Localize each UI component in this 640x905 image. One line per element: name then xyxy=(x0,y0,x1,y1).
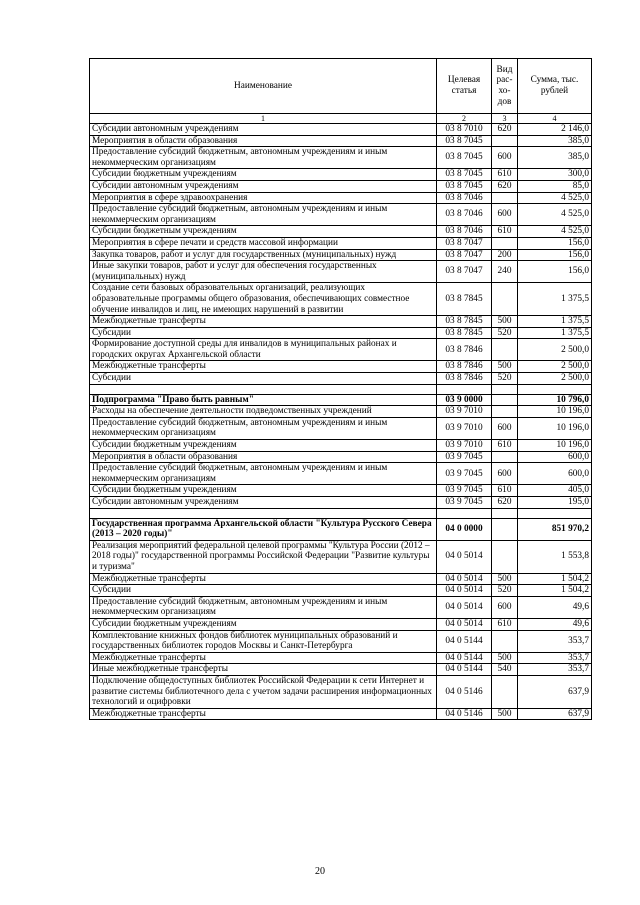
code-cell: 04 0 5014 xyxy=(437,596,492,618)
name-cell: Создание сети базовых образовательных организаций, реализующих образовательные программы общего образования, обеспечивающих совместное обучение инвалидов и лиц, не имеющих нарушений в развитии xyxy=(90,283,437,316)
sum-cell: 385,0 xyxy=(518,135,592,147)
sum-cell: 405,0 xyxy=(518,485,592,497)
sum-cell: 1 504,2 xyxy=(518,585,592,597)
name-cell: Мероприятия в сфере здравоохранения xyxy=(90,192,437,204)
name-cell: Предоставление субсидий бюджетным, автономным учреждениям и иным некоммерческим организациям xyxy=(90,147,437,169)
sum-cell: 4 525,0 xyxy=(518,192,592,204)
header-sum: Сумма, тыс. рублей xyxy=(518,59,592,114)
table-row xyxy=(90,327,592,339)
table-row xyxy=(90,708,592,720)
sum-cell: 4 525,0 xyxy=(518,226,592,238)
sum-cell: 195,0 xyxy=(518,497,592,509)
code-cell: 04 0 5014 xyxy=(437,573,492,585)
program-heading-row xyxy=(90,518,592,540)
code-cell: 03 8 7846 xyxy=(437,361,492,373)
sum-cell: 1 375,5 xyxy=(518,283,592,316)
table-row xyxy=(90,540,592,573)
sum-cell: 2 146,0 xyxy=(518,124,592,136)
name-cell: Подпрограмма "Право быть равным" xyxy=(90,394,437,406)
sum-cell: 385,0 xyxy=(518,147,592,169)
type-cell xyxy=(492,283,518,316)
sum-cell: 49,6 xyxy=(518,618,592,630)
spacer-cell xyxy=(437,508,492,518)
type-cell: 620 xyxy=(492,497,518,509)
type-cell xyxy=(492,406,518,418)
name-cell: Межбюджетные трансферты xyxy=(90,708,437,720)
type-cell: 600 xyxy=(492,147,518,169)
table-row xyxy=(90,192,592,204)
name-cell: Субсидии автономным учреждениям xyxy=(90,124,437,136)
code-cell: 03 8 7845 xyxy=(437,327,492,339)
name-cell: Субсидии бюджетным учреждениям xyxy=(90,618,437,630)
type-cell: 520 xyxy=(492,585,518,597)
code-cell: 03 8 7047 xyxy=(437,237,492,249)
table-row xyxy=(90,485,592,497)
code-cell: 03 8 7046 xyxy=(437,204,492,226)
type-cell: 600 xyxy=(492,417,518,439)
name-cell: Межбюджетные трансферты xyxy=(90,316,437,328)
sum-cell: 49,6 xyxy=(518,596,592,618)
type-cell: 520 xyxy=(492,327,518,339)
header-code: Целевая статья xyxy=(437,59,492,114)
table-row xyxy=(90,226,592,238)
table-row xyxy=(90,497,592,509)
name-cell: Субсидии xyxy=(90,373,437,385)
program-heading-row xyxy=(90,394,592,406)
sum-cell: 4 525,0 xyxy=(518,204,592,226)
code-cell: 03 9 7045 xyxy=(437,463,492,485)
table-row xyxy=(90,596,592,618)
type-cell xyxy=(492,540,518,573)
type-cell xyxy=(492,237,518,249)
name-cell: Мероприятия в области образования xyxy=(90,451,437,463)
name-cell: Подключение общедоступных библиотек Российской Федерации к сети Интернет и развитие системы библиотечного дела с учетом задачи расширения информационных технологий и оцифровки xyxy=(90,675,437,708)
name-cell: Иные межбюджетные трансферты xyxy=(90,664,437,676)
code-cell: 03 9 7045 xyxy=(437,451,492,463)
name-cell: Предоставление субсидий бюджетным, автономным учреждениям и иным некоммерческим организациям xyxy=(90,417,437,439)
name-cell: Закупка товаров, работ и услуг для государственных (муниципальных) нужд xyxy=(90,249,437,261)
code-cell: 04 0 5146 xyxy=(437,708,492,720)
name-cell: Субсидии xyxy=(90,327,437,339)
name-cell: Межбюджетные трансферты xyxy=(90,573,437,585)
code-cell: 03 8 7045 xyxy=(437,135,492,147)
spacer-cell xyxy=(492,508,518,518)
page-number: 20 xyxy=(315,866,325,877)
type-cell xyxy=(492,339,518,361)
sum-cell: 10 196,0 xyxy=(518,406,592,418)
sum-cell: 10 796,0 xyxy=(518,394,592,406)
sum-cell: 300,0 xyxy=(518,169,592,181)
header-name: Наименование xyxy=(90,59,437,114)
name-cell: Предоставление субсидий бюджетным, автономным учреждениям и иным некоммерческим организациям xyxy=(90,204,437,226)
code-cell: 03 8 7046 xyxy=(437,192,492,204)
code-cell: 03 8 7046 xyxy=(437,226,492,238)
column-number: 3 xyxy=(492,114,518,124)
table-row xyxy=(90,261,592,283)
table-row xyxy=(90,406,592,418)
name-cell: Предоставление субсидий бюджетным, автономным учреждениям и иным некоммерческим организациям xyxy=(90,596,437,618)
type-cell xyxy=(492,518,518,540)
type-cell: 610 xyxy=(492,440,518,452)
code-cell: 03 9 7045 xyxy=(437,485,492,497)
spacer-cell xyxy=(90,508,437,518)
table-row xyxy=(90,373,592,385)
type-cell: 600 xyxy=(492,463,518,485)
sum-cell: 637,9 xyxy=(518,708,592,720)
table-row xyxy=(90,664,592,676)
column-number: 2 xyxy=(437,114,492,124)
name-cell: Расходы на обеспечение деятельности подведомственных учреждений xyxy=(90,406,437,418)
name-cell: Субсидии бюджетным учреждениям xyxy=(90,485,437,497)
code-cell: 03 8 7845 xyxy=(437,283,492,316)
sum-cell: 1 504,2 xyxy=(518,573,592,585)
table-row xyxy=(90,316,592,328)
code-cell: 03 8 7047 xyxy=(437,261,492,283)
table-row xyxy=(90,169,592,181)
type-cell: 200 xyxy=(492,249,518,261)
type-cell: 610 xyxy=(492,618,518,630)
sum-cell: 353,7 xyxy=(518,630,592,652)
type-cell: 540 xyxy=(492,664,518,676)
name-cell: Иные закупки товаров, работ и услуг для обеспечения государственных (муниципальных) нужд xyxy=(90,261,437,283)
sum-cell: 1 375,5 xyxy=(518,316,592,328)
table-row xyxy=(90,283,592,316)
spacer-cell xyxy=(90,384,437,394)
type-cell: 500 xyxy=(492,573,518,585)
code-cell: 03 8 7045 xyxy=(437,147,492,169)
sum-cell: 1 553,8 xyxy=(518,540,592,573)
code-cell: 03 9 7045 xyxy=(437,497,492,509)
code-cell: 03 9 0000 xyxy=(437,394,492,406)
table-row xyxy=(90,237,592,249)
sum-cell: 156,0 xyxy=(518,237,592,249)
sum-cell: 353,7 xyxy=(518,664,592,676)
code-cell: 03 8 7045 xyxy=(437,169,492,181)
table-row xyxy=(90,618,592,630)
type-cell xyxy=(492,394,518,406)
type-cell: 610 xyxy=(492,226,518,238)
table-row xyxy=(90,585,592,597)
sum-cell: 10 196,0 xyxy=(518,417,592,439)
code-cell: 03 8 7846 xyxy=(437,339,492,361)
name-cell: Субсидии бюджетным учреждениям xyxy=(90,169,437,181)
spacer-row xyxy=(90,508,592,518)
sum-cell: 1 375,5 xyxy=(518,327,592,339)
table-row xyxy=(90,147,592,169)
code-cell: 04 0 5014 xyxy=(437,585,492,597)
type-cell: 500 xyxy=(492,361,518,373)
code-cell: 03 9 7010 xyxy=(437,406,492,418)
code-cell: 04 0 5144 xyxy=(437,630,492,652)
column-number: 4 xyxy=(518,114,592,124)
column-number-row xyxy=(90,114,592,124)
table-row xyxy=(90,135,592,147)
name-cell: Предоставление субсидий бюджетным, автономным учреждениям и иным некоммерческим организациям xyxy=(90,463,437,485)
spacer-cell xyxy=(518,384,592,394)
table-row xyxy=(90,675,592,708)
type-cell xyxy=(492,630,518,652)
name-cell: Государственная программа Архангельской области "Культура Русского Севера (2013 – 2020 годы)" xyxy=(90,518,437,540)
table-row xyxy=(90,630,592,652)
code-cell: 03 8 7846 xyxy=(437,373,492,385)
code-cell: 03 8 7047 xyxy=(437,249,492,261)
sum-cell: 10 196,0 xyxy=(518,440,592,452)
sum-cell: 2 500,0 xyxy=(518,361,592,373)
table-body xyxy=(90,114,592,720)
spacer-cell xyxy=(437,384,492,394)
table-row xyxy=(90,463,592,485)
name-cell: Субсидии автономным учреждениям xyxy=(90,497,437,509)
table-row xyxy=(90,339,592,361)
type-cell: 610 xyxy=(492,169,518,181)
type-cell: 600 xyxy=(492,596,518,618)
table-row xyxy=(90,440,592,452)
table-row xyxy=(90,417,592,439)
name-cell: Мероприятия в сфере печати и средств массовой информации xyxy=(90,237,437,249)
sum-cell: 85,0 xyxy=(518,180,592,192)
code-cell: 03 8 7045 xyxy=(437,180,492,192)
code-cell: 04 0 5014 xyxy=(437,540,492,573)
sum-cell: 851 970,2 xyxy=(518,518,592,540)
table-row xyxy=(90,180,592,192)
spacer-cell xyxy=(492,384,518,394)
type-cell: 620 xyxy=(492,124,518,136)
table-row xyxy=(90,652,592,664)
name-cell: Реализация мероприятий федеральной целевой программы "Культура России (2012 – 2018 годы)" государственной программы Российской Федерации "Развитие культуры и туризма" xyxy=(90,540,437,573)
type-cell: 500 xyxy=(492,652,518,664)
type-cell: 240 xyxy=(492,261,518,283)
sum-cell: 637,9 xyxy=(518,675,592,708)
code-cell: 04 0 5144 xyxy=(437,664,492,676)
name-cell: Мероприятия в области образования xyxy=(90,135,437,147)
code-cell: 04 0 5146 xyxy=(437,675,492,708)
type-cell xyxy=(492,135,518,147)
type-cell xyxy=(492,675,518,708)
name-cell: Формирование доступной среды для инвалидов в муниципальных районах и городских округах Архангельской области xyxy=(90,339,437,361)
table-row xyxy=(90,124,592,136)
sum-cell: 156,0 xyxy=(518,249,592,261)
sum-cell: 353,7 xyxy=(518,652,592,664)
type-cell: 600 xyxy=(492,204,518,226)
type-cell xyxy=(492,192,518,204)
spacer-row xyxy=(90,384,592,394)
table-row xyxy=(90,249,592,261)
type-cell: 610 xyxy=(492,485,518,497)
code-cell: 03 8 7010 xyxy=(437,124,492,136)
name-cell: Субсидии xyxy=(90,585,437,597)
sum-cell: 2 500,0 xyxy=(518,373,592,385)
name-cell: Субсидии бюджетным учреждениям xyxy=(90,226,437,238)
sum-cell: 600,0 xyxy=(518,451,592,463)
sum-cell: 2 500,0 xyxy=(518,339,592,361)
name-cell: Межбюджетные трансферты xyxy=(90,361,437,373)
code-cell: 04 0 5014 xyxy=(437,618,492,630)
code-cell: 04 0 5144 xyxy=(437,652,492,664)
type-cell: 520 xyxy=(492,373,518,385)
name-cell: Субсидии автономным учреждениям xyxy=(90,180,437,192)
type-cell: 500 xyxy=(492,708,518,720)
type-cell: 500 xyxy=(492,316,518,328)
header-type: Вид рас-хо-дов xyxy=(492,59,518,114)
spacer-cell xyxy=(518,508,592,518)
type-cell: 620 xyxy=(492,180,518,192)
table-row xyxy=(90,204,592,226)
table-header xyxy=(90,59,592,114)
sum-cell: 600,0 xyxy=(518,463,592,485)
code-cell: 04 0 0000 xyxy=(437,518,492,540)
name-cell: Субсидии бюджетным учреждениям xyxy=(90,440,437,452)
column-number: 1 xyxy=(90,114,437,124)
name-cell: Межбюджетные трансферты xyxy=(90,652,437,664)
sum-cell: 156,0 xyxy=(518,261,592,283)
name-cell: Комплектование книжных фондов библиотек муниципальных образований и государственных библиотек городов Москвы и Санкт-Петербурга xyxy=(90,630,437,652)
code-cell: 03 9 7010 xyxy=(437,440,492,452)
budget-table xyxy=(89,58,592,720)
code-cell: 03 8 7845 xyxy=(437,316,492,328)
code-cell: 03 9 7010 xyxy=(437,417,492,439)
table-row xyxy=(90,573,592,585)
table-row xyxy=(90,361,592,373)
type-cell xyxy=(492,451,518,463)
table-row xyxy=(90,451,592,463)
